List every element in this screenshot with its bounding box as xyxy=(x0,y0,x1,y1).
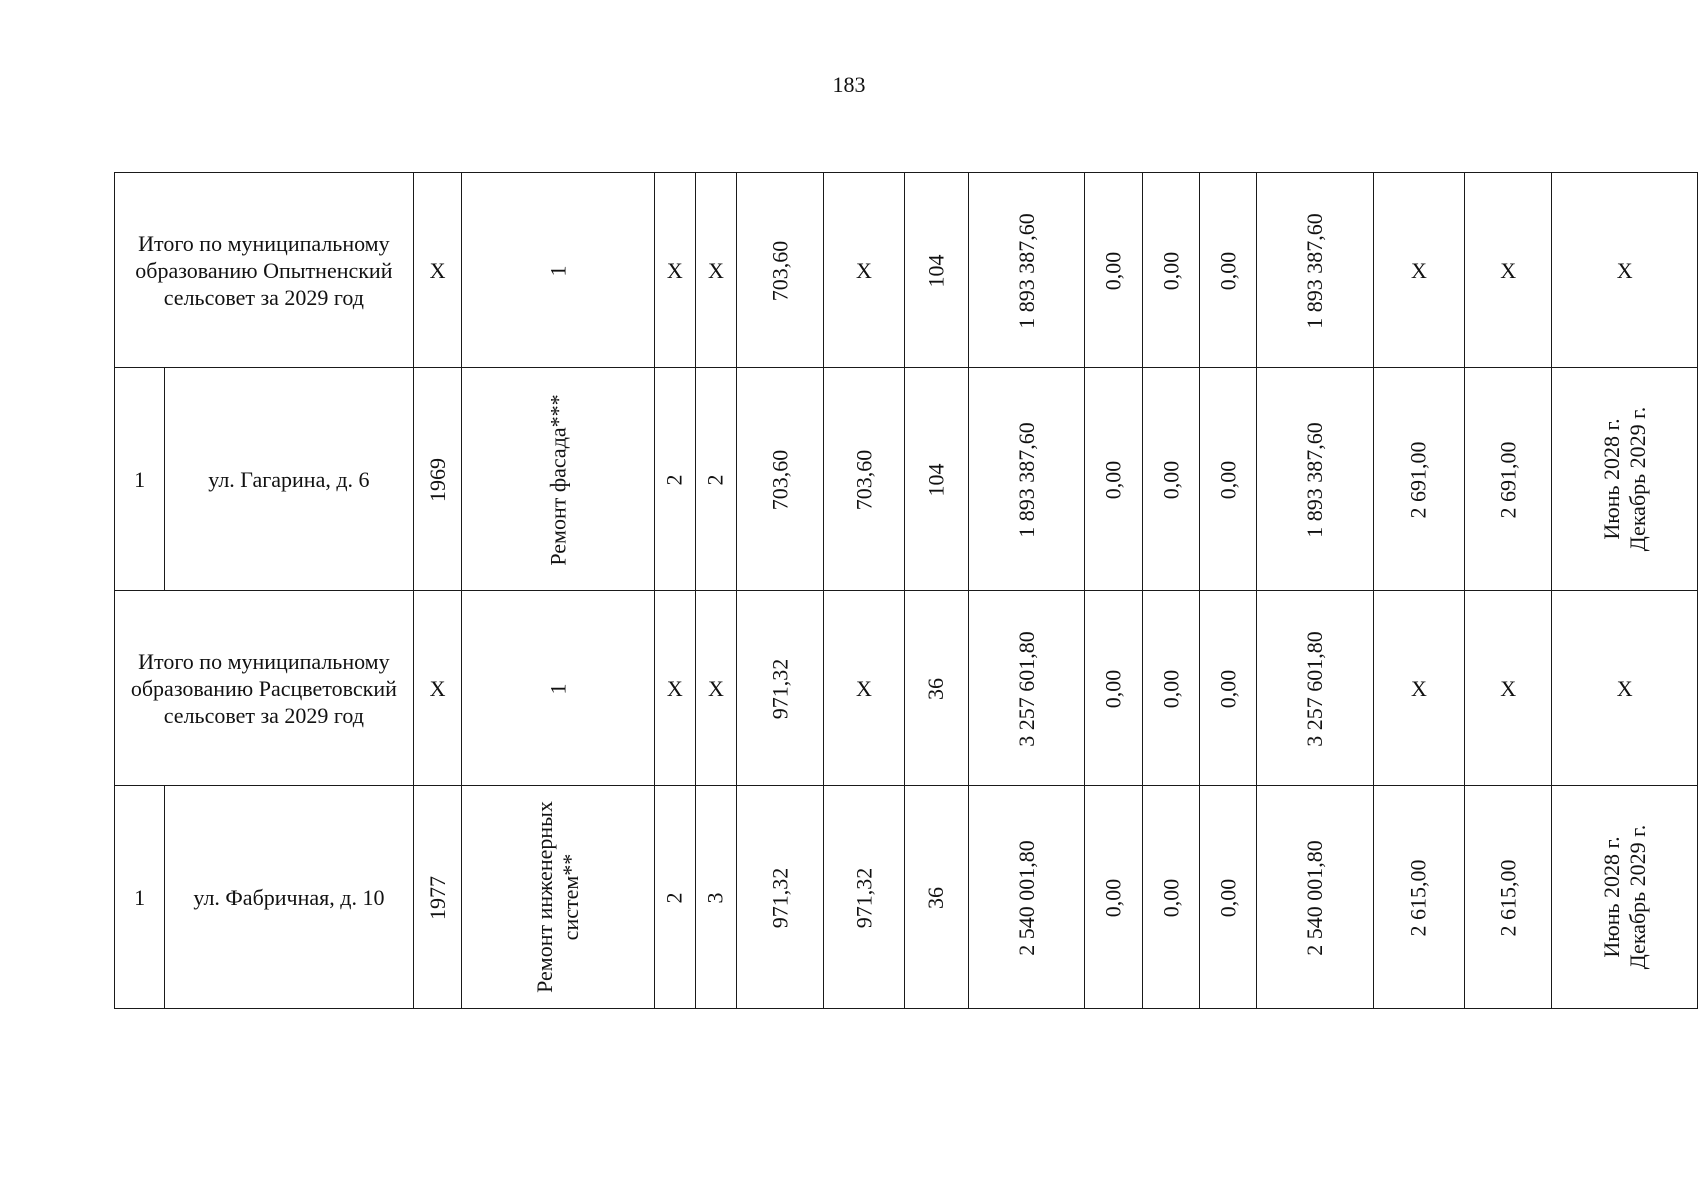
work-line-1: Ремонт инженерных xyxy=(532,801,558,993)
cell-c8: 104 xyxy=(904,368,968,591)
table-row xyxy=(115,368,1698,591)
cell-c14: 2 615,00 xyxy=(1373,786,1464,1009)
cell-c15: X xyxy=(1464,173,1551,368)
cell-c4: 2 xyxy=(655,786,695,1009)
cell-c5: 3 xyxy=(695,786,737,1009)
cell-work xyxy=(462,786,655,1009)
cell-c7: X xyxy=(823,173,904,368)
cell-c6: 971,32 xyxy=(737,591,824,786)
cell-c15: X xyxy=(1464,591,1551,786)
cell-num: 1 xyxy=(115,786,165,1009)
cell-c4: X xyxy=(655,591,695,786)
cell-work: 1 xyxy=(462,173,655,368)
cell-year: X xyxy=(413,173,462,368)
cell-c16 xyxy=(1552,368,1698,591)
cell-c16 xyxy=(1552,786,1698,1009)
cell-c11: 0,00 xyxy=(1142,591,1199,786)
cell-c11: 0,00 xyxy=(1142,368,1199,591)
cell-c9: 1 893 387,60 xyxy=(968,368,1085,591)
cell-c14: 2 691,00 xyxy=(1373,368,1464,591)
cell-c6: 703,60 xyxy=(737,368,824,591)
cell-c4: 2 xyxy=(655,368,695,591)
cell-c13: 3 257 601,80 xyxy=(1257,591,1374,786)
table-row xyxy=(115,173,1698,368)
summary-label: Итого по муниципальному образованию Расцветовский сельсовет за 2029 год xyxy=(115,591,414,786)
cell-c9: 3 257 601,80 xyxy=(968,591,1085,786)
cell-c12: 0,00 xyxy=(1199,368,1256,591)
cell-c16: X xyxy=(1552,173,1698,368)
cell-address: ул. Фабричная, д. 10 xyxy=(165,786,414,1009)
cell-c11: 0,00 xyxy=(1142,173,1199,368)
cell-c6: 703,60 xyxy=(737,173,824,368)
table-row xyxy=(115,786,1698,1009)
cell-year: 1969 xyxy=(413,368,462,591)
cell-c12: 0,00 xyxy=(1199,591,1256,786)
cell-c11: 0,00 xyxy=(1142,786,1199,1009)
cell-c9: 2 540 001,80 xyxy=(968,786,1085,1009)
cell-c9: 1 893 387,60 xyxy=(968,173,1085,368)
cell-c12: 0,00 xyxy=(1199,173,1256,368)
cell-c15: 2 691,00 xyxy=(1464,368,1551,591)
cell-c6: 971,32 xyxy=(737,786,824,1009)
cell-work: Ремонт фасада*** xyxy=(462,368,655,591)
deadline-end: Декабрь 2029 г. xyxy=(1624,406,1650,552)
deadline-start: Июнь 2028 г. xyxy=(1598,418,1624,540)
table-row xyxy=(115,591,1698,786)
cell-c10: 0,00 xyxy=(1085,173,1142,368)
cell-address: ул. Гагарина, д. 6 xyxy=(165,368,414,591)
cell-c10: 0,00 xyxy=(1085,368,1142,591)
cell-num: 1 xyxy=(115,368,165,591)
cell-c12: 0,00 xyxy=(1199,786,1256,1009)
cell-c13: 1 893 387,60 xyxy=(1257,173,1374,368)
cell-c13: 2 540 001,80 xyxy=(1257,786,1374,1009)
cell-c13: 1 893 387,60 xyxy=(1257,368,1374,591)
capital-repair-table xyxy=(114,172,1698,1009)
cell-c10: 0,00 xyxy=(1085,786,1142,1009)
cell-c16: X xyxy=(1552,591,1698,786)
deadline-start: Июнь 2028 г. xyxy=(1598,836,1624,958)
deadline-end: Декабрь 2029 г. xyxy=(1624,824,1650,970)
cell-c7: 703,60 xyxy=(823,368,904,591)
cell-c7: 971,32 xyxy=(823,786,904,1009)
cell-c4: X xyxy=(655,173,695,368)
cell-c5: X xyxy=(695,173,737,368)
cell-c10: 0,00 xyxy=(1085,591,1142,786)
work-line-2: систем** xyxy=(558,853,584,941)
cell-c8: 104 xyxy=(904,173,968,368)
cell-c8: 36 xyxy=(904,591,968,786)
cell-c8: 36 xyxy=(904,786,968,1009)
cell-year: 1977 xyxy=(413,786,462,1009)
cell-year: X xyxy=(413,591,462,786)
page-number: 183 xyxy=(832,72,866,97)
cell-work: 1 xyxy=(462,591,655,786)
cell-c5: X xyxy=(695,591,737,786)
cell-c14: X xyxy=(1373,591,1464,786)
cell-c14: X xyxy=(1373,173,1464,368)
cell-c15: 2 615,00 xyxy=(1464,786,1551,1009)
cell-c5: 2 xyxy=(695,368,737,591)
cell-c7: X xyxy=(823,591,904,786)
summary-label: Итого по муниципальному образованию Опытненский сельсовет за 2029 год xyxy=(115,173,414,368)
